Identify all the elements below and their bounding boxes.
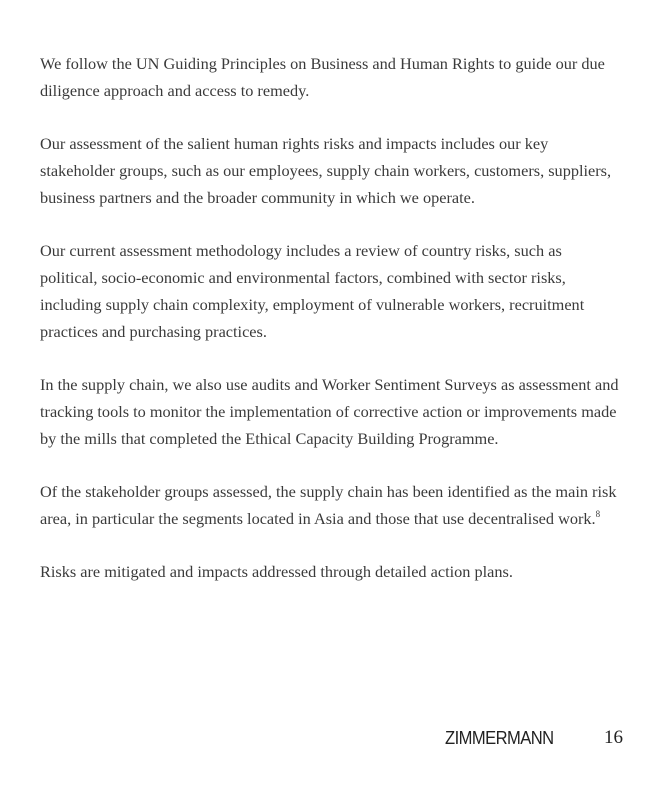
page-number: 16 — [604, 727, 623, 748]
paragraph-mitigation — [40, 558, 620, 585]
paragraph-text: In the supply chain, we also use audits and Worker Sentiment Surveys as assessment and tracking tools to monitor the implementation of corrective action or improvements made by the mills that completed the Ethical Capacity Building Programme. — [40, 375, 619, 448]
paragraph-methodology — [40, 237, 620, 345]
paragraph-supply-chain-audits — [40, 371, 620, 452]
paragraph-text: Our current assessment methodology includes a review of country risks, such as political, socio-economic and environmental factors, combined with sector risks, including supply chain complexity, employment of vulnerable workers, recruitment practices and purchasing practices. — [40, 241, 585, 341]
paragraph-salient-risks — [40, 130, 620, 211]
paragraph-text: Our assessment of the salient human rights risks and impacts includes our key stakeholder groups, such as our employees, supply chain workers, customers, suppliers, business partners and the broader community in which we operate. — [40, 134, 612, 207]
paragraph-text: Of the stakeholder groups assessed, the supply chain has been identified as the main risk area, in particular the segments located in Asia and those that use decentralised work. — [40, 482, 617, 528]
paragraph-text: Risks are mitigated and impacts addressed through detailed action plans. — [40, 562, 513, 581]
brand-logo-text: ZIMMERMANN — [445, 728, 554, 748]
paragraph-risk-area — [40, 478, 620, 532]
body-text — [40, 50, 620, 611]
paragraph-guiding-principles — [40, 50, 620, 104]
paragraph-text: We follow the UN Guiding Principles on Business and Human Rights to guide our due diligence approach and access to remedy. — [40, 54, 605, 100]
footnote-marker[interactable]: 8 — [595, 508, 601, 519]
